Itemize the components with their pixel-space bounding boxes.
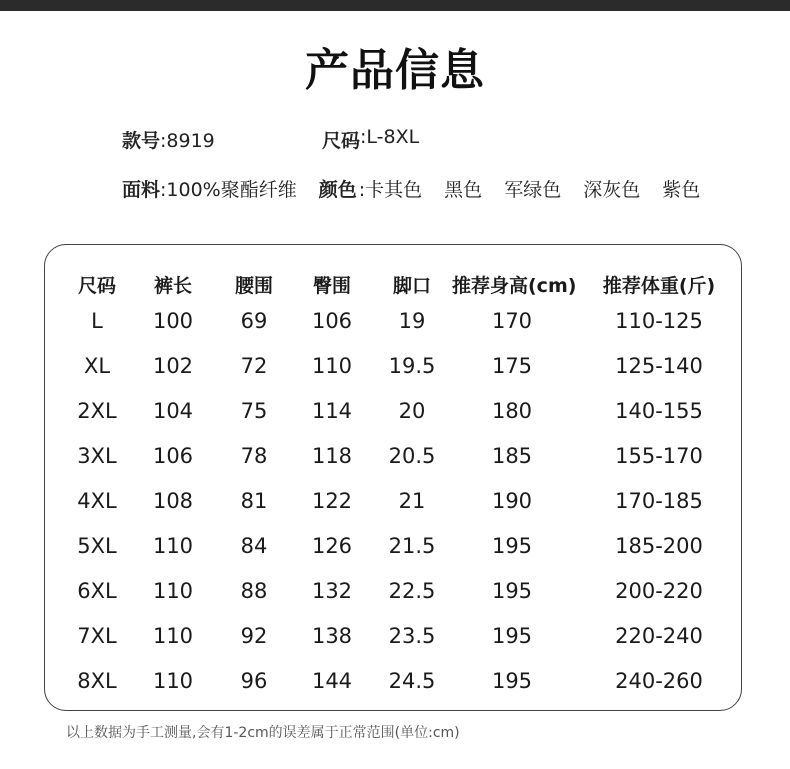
info-row-model-size <box>122 126 420 153</box>
table-cell: L <box>91 309 103 333</box>
table-cell: 5XL <box>77 534 117 558</box>
header-hip: 臀围 <box>312 275 351 297</box>
header-height: 推荐身高(cm) <box>452 275 577 297</box>
page-title: 产品信息 <box>305 45 485 96</box>
table-cell: 92 <box>240 624 268 648</box>
color-option: 紫色 <box>662 179 701 201</box>
table-cell: 23.5 <box>388 624 436 648</box>
footnote: 以上数据为手工测量,会有1-2cm的误差属于正常范围(单位:cm) <box>66 725 460 741</box>
table-cell: 118 <box>311 444 353 468</box>
table-cell: 2XL <box>77 399 117 423</box>
table-cell: 114 <box>311 399 353 423</box>
top-bar <box>0 0 790 11</box>
size-value: :L-8XL <box>360 126 420 148</box>
color-option: :卡其色 <box>358 179 423 201</box>
table-cell: 21.5 <box>388 534 436 558</box>
table-cell: 8XL <box>77 669 117 693</box>
table-cell: 122 <box>311 489 353 513</box>
table-cell: 170-185 <box>615 489 703 513</box>
size-group <box>322 126 419 153</box>
table-cell: 19.5 <box>388 354 436 378</box>
table-cell: 96 <box>240 669 268 693</box>
table-cell: 185 <box>491 444 533 468</box>
fabric-label: 面料 <box>122 179 161 201</box>
header-length: 裤长 <box>153 275 192 297</box>
table-cell: 110 <box>152 534 194 558</box>
header-weight: 推荐体重(斤) <box>602 275 716 297</box>
info-row-fabric-color <box>122 175 700 202</box>
table-cell: 81 <box>240 489 268 513</box>
size-label: 尺码 <box>322 130 361 152</box>
table-cell: 100 <box>152 309 194 333</box>
table-cell: 88 <box>240 579 268 603</box>
table-cell: 195 <box>491 579 533 603</box>
table-cell: 20 <box>398 399 426 423</box>
table-cell: 195 <box>491 624 533 648</box>
table-cell: 126 <box>311 534 353 558</box>
table-cell: 110 <box>152 669 194 693</box>
table-cell: 69 <box>240 309 268 333</box>
table-cell: 132 <box>311 579 353 603</box>
table-cell: 220-240 <box>615 624 703 648</box>
header-hem: 脚口 <box>392 275 431 297</box>
table-cell: 155-170 <box>615 444 703 468</box>
table-cell: 106 <box>152 444 194 468</box>
header-size: 尺码 <box>77 275 116 297</box>
table-cell: 175 <box>491 354 533 378</box>
table-cell: 110 <box>152 579 194 603</box>
table-cell: 180 <box>491 399 533 423</box>
color-option: 黑色 <box>444 179 483 201</box>
table-cell: 240-260 <box>615 669 703 693</box>
table-cell: 144 <box>311 669 353 693</box>
table-cell: 21 <box>398 489 426 513</box>
table-cell: 6XL <box>77 579 117 603</box>
table-cell: 125-140 <box>615 354 703 378</box>
table-cell: 195 <box>491 669 533 693</box>
table-cell: 140-155 <box>615 399 703 423</box>
table-cell: 104 <box>152 399 194 423</box>
table-cell: 190 <box>491 489 533 513</box>
table-cell: 19 <box>398 309 426 333</box>
table-cell: 22.5 <box>388 579 436 603</box>
table-cell: 108 <box>152 489 194 513</box>
table-cell: 72 <box>240 354 268 378</box>
table-cell: 110-125 <box>615 309 703 333</box>
table-cell: 7XL <box>77 624 117 648</box>
table-cell: 170 <box>491 309 533 333</box>
table-cell: 102 <box>152 354 194 378</box>
header-waist: 腰围 <box>234 275 273 297</box>
table-cell: 195 <box>491 534 533 558</box>
table-cell: 185-200 <box>615 534 703 558</box>
color-option: 深灰色 <box>583 179 641 201</box>
size-chart-panel <box>44 244 742 711</box>
model-label: 款号 <box>122 130 161 152</box>
table-cell: 110 <box>152 624 194 648</box>
table-cell: 110 <box>311 354 353 378</box>
table-cell: 106 <box>311 309 353 333</box>
table-cell: 84 <box>240 534 268 558</box>
color-option: 军绿色 <box>504 179 562 201</box>
table-cell: XL <box>83 354 111 378</box>
table-cell: 75 <box>240 399 268 423</box>
table-cell: 24.5 <box>388 669 436 693</box>
table-cell: 78 <box>240 444 268 468</box>
color-label: 颜色 <box>318 179 357 201</box>
table-cell: 3XL <box>77 444 117 468</box>
table-cell: 138 <box>311 624 353 648</box>
model-value: :8919 <box>160 130 215 152</box>
table-cell: 200-220 <box>615 579 703 603</box>
table-cell: 20.5 <box>388 444 436 468</box>
fabric-value: :100%聚酯纤维 <box>160 179 297 201</box>
table-cell: 4XL <box>77 489 117 513</box>
